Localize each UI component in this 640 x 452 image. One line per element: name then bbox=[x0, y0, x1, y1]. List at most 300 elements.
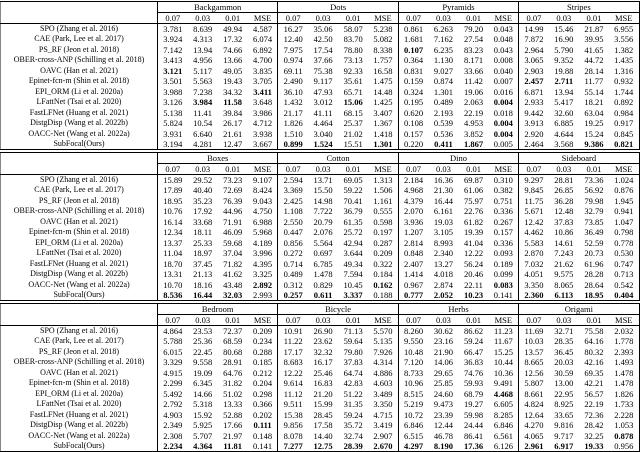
metric-value: 32.32 bbox=[313, 346, 333, 357]
metric-value: 0.967 bbox=[398, 280, 428, 291]
metric-value: 80.32 bbox=[584, 346, 604, 357]
metric-value: 0.555 bbox=[373, 206, 393, 216]
metric-value: 28.39 bbox=[343, 441, 363, 451]
metric-header: 0.01 bbox=[579, 164, 609, 175]
metric-value: 31.35 bbox=[343, 399, 363, 409]
metric-value: 13.94 bbox=[554, 86, 574, 97]
metric-value: 2.425 bbox=[278, 196, 308, 207]
metric-value: 2.920 bbox=[519, 129, 549, 140]
metric-value: 0.267 bbox=[493, 216, 513, 227]
metric-value: 75.97 bbox=[463, 195, 484, 206]
metric-value: 0.209 bbox=[373, 248, 393, 258]
metric-value: 15.06 bbox=[343, 97, 363, 107]
metric-value: 0.197 bbox=[373, 227, 393, 237]
metric-value: 19.27 bbox=[463, 399, 484, 409]
metric-value: 2.711 bbox=[554, 76, 574, 86]
metric-value: 26.85 bbox=[554, 185, 574, 195]
metric-value: 18.11 bbox=[193, 227, 213, 237]
dataset-title: Origami bbox=[519, 304, 639, 315]
metric-value: 8.925 bbox=[554, 399, 574, 409]
metric-value: 40.40 bbox=[193, 185, 213, 195]
method-name: Epinet-fcn-m (Shin et al. 2018) bbox=[1, 227, 158, 238]
metric-value: 4.953 bbox=[463, 118, 484, 128]
metric-value: 2.490 bbox=[278, 76, 308, 87]
dataset-title: Dots bbox=[278, 2, 398, 13]
metric-value: 0.043 bbox=[493, 44, 513, 55]
metric-value: 3.835 bbox=[253, 65, 273, 76]
metric-value: 8.260 bbox=[398, 326, 428, 337]
method-name: Epinet-fcn-m (Shin et al. 2018) bbox=[1, 76, 158, 87]
metric-value: 10.44 bbox=[493, 357, 513, 367]
metric-value: 2.340 bbox=[433, 248, 453, 258]
dataset-title: Sideboard bbox=[519, 153, 639, 164]
metric-value: 28.14 bbox=[584, 65, 604, 76]
metric-value: 0.272 bbox=[278, 248, 308, 259]
metric-value: 14.99 bbox=[519, 24, 549, 35]
method-name: EPI_ORM (Li et al. 2020a) bbox=[1, 87, 158, 98]
metric-value: 9.442 bbox=[519, 108, 549, 119]
metric-value: 6.892 bbox=[253, 44, 273, 55]
metric-header: MSE bbox=[368, 315, 398, 326]
table-row bbox=[1, 290, 640, 301]
metric-value: 0.162 bbox=[373, 279, 393, 290]
metric-value: 0.148 bbox=[253, 430, 273, 441]
metric-value: 16.44 bbox=[193, 290, 213, 300]
metric-value: 13.31 bbox=[158, 269, 188, 280]
dataset-title: Bedroom bbox=[158, 304, 278, 315]
metric-value: 33.65 bbox=[554, 409, 574, 420]
metric-value: 35.72 bbox=[343, 420, 363, 430]
metric-value: 51.02 bbox=[223, 388, 243, 399]
metric-value: 36.45 bbox=[554, 346, 574, 357]
metric-header: MSE bbox=[609, 13, 639, 24]
metric-value: 6.561 bbox=[493, 430, 513, 441]
method-name: OACC-Net (Wang et al. 2022a) bbox=[1, 431, 158, 442]
metric-value: 35.61 bbox=[343, 76, 363, 86]
metric-value: 25.33 bbox=[193, 237, 213, 248]
metric-value: 0.287 bbox=[373, 237, 393, 248]
metric-value: 6.235 bbox=[433, 44, 453, 55]
metric-value: 73.13 bbox=[343, 55, 363, 65]
metric-value: 17.32 bbox=[223, 34, 243, 44]
metric-value: 3.413 bbox=[158, 55, 188, 66]
metric-value: 0.411 bbox=[434, 139, 453, 149]
dataset-title: Backgammon bbox=[158, 2, 278, 13]
metric-value: 5.238 bbox=[373, 23, 393, 34]
metric-value: 0.536 bbox=[433, 128, 453, 139]
metric-value: 26.17 bbox=[223, 118, 243, 128]
metric-value: 66.47 bbox=[463, 346, 484, 357]
metric-value: 2.070 bbox=[398, 206, 428, 217]
metric-value: 11.77 bbox=[584, 76, 604, 86]
method-name: PS_RF (Jeon et al. 2018) bbox=[1, 347, 158, 358]
metric-value: 1.478 bbox=[614, 378, 634, 388]
metric-value: 21.17 bbox=[278, 108, 308, 119]
metric-value: 22.45 bbox=[193, 346, 213, 357]
metric-value: 20.79 bbox=[313, 216, 333, 227]
metric-value: 6.113 bbox=[554, 290, 574, 300]
metric-value: 0.941 bbox=[614, 206, 634, 216]
metric-value: 4.468 bbox=[493, 388, 513, 399]
table-row bbox=[1, 55, 640, 66]
metric-value: 5.117 bbox=[193, 65, 213, 76]
metric-value: 1.382 bbox=[614, 44, 634, 55]
metric-value: 64.74 bbox=[343, 367, 363, 378]
metric-value: 9.845 bbox=[519, 185, 549, 196]
metric-value: 1.478 bbox=[614, 367, 634, 378]
metric-value: 0.212 bbox=[253, 367, 273, 378]
metric-value: 15.46 bbox=[554, 23, 574, 34]
metric-value: 6.885 bbox=[554, 118, 574, 128]
metric-value: 23.16 bbox=[433, 336, 453, 346]
metric-value: 13.00 bbox=[554, 378, 574, 388]
dataset-title: Stripes bbox=[519, 2, 639, 13]
metric-value: 10.76 bbox=[158, 206, 188, 217]
metric-header: 0.03 bbox=[549, 13, 579, 24]
metric-header: 0.01 bbox=[579, 13, 609, 24]
metric-value: 12.47 bbox=[223, 139, 243, 149]
metric-value: 32.79 bbox=[584, 206, 604, 216]
dataset-title: Boxes bbox=[158, 153, 278, 164]
metric-value: 4.824 bbox=[519, 399, 549, 410]
metric-value: 0.005 bbox=[493, 139, 513, 149]
metric-value: 24.60 bbox=[433, 388, 453, 399]
metric-value: 7.238 bbox=[193, 86, 213, 97]
metric-value: 3.556 bbox=[614, 34, 634, 44]
metric-value: 25.72 bbox=[343, 227, 363, 237]
method-name: FastLFNet (Huang et al. 2021) bbox=[1, 108, 158, 119]
metric-value: 0.530 bbox=[614, 248, 634, 258]
metric-value: 0.611 bbox=[313, 290, 333, 300]
metric-value: 11.23 bbox=[493, 325, 513, 336]
metric-value: 25.37 bbox=[343, 118, 363, 128]
metric-value: 39.95 bbox=[584, 34, 604, 44]
metric-value: 0.714 bbox=[278, 259, 308, 270]
metric-value: 33.68 bbox=[193, 216, 213, 227]
metric-value: 2.874 bbox=[433, 279, 453, 290]
metric-value: 3.350 bbox=[519, 280, 549, 291]
metric-value: 21.87 bbox=[584, 23, 604, 34]
metric-value: 1.414 bbox=[398, 269, 428, 280]
metric-header: MSE bbox=[248, 164, 278, 175]
metric-value: 4.886 bbox=[373, 367, 393, 378]
metric-value: 13.94 bbox=[193, 44, 213, 55]
metric-value: 14.61 bbox=[554, 237, 574, 248]
metric-header: 0.07 bbox=[278, 164, 308, 175]
metric-value: 9.107 bbox=[253, 174, 273, 185]
metric-value: 12.56 bbox=[519, 368, 549, 379]
metric-value: 61.96 bbox=[584, 258, 604, 269]
metric-value: 1.510 bbox=[278, 129, 308, 140]
metric-value: 0.598 bbox=[373, 216, 393, 227]
metric-value: 35.06 bbox=[313, 23, 333, 34]
metric-value: 2.961 bbox=[519, 441, 549, 452]
method-name: FastLFNet (Huang et al. 2021) bbox=[1, 410, 158, 421]
metric-value: 79.98 bbox=[584, 195, 604, 206]
metric-value: 0.845 bbox=[614, 128, 634, 139]
metric-value: 9.117 bbox=[313, 76, 333, 86]
metric-value: 1.313 bbox=[373, 174, 393, 185]
metric-value: 1.130 bbox=[433, 55, 453, 65]
metric-value: 56.57 bbox=[584, 388, 604, 399]
metric-value: 19.09 bbox=[193, 367, 213, 378]
metric-value: 6.515 bbox=[398, 431, 428, 442]
metric-value: 1.024 bbox=[614, 174, 634, 185]
metric-value: 83.70 bbox=[343, 34, 363, 44]
metric-value: 9.027 bbox=[433, 65, 453, 76]
metric-value: 4.700 bbox=[253, 55, 273, 65]
method-name: OBER-cross-ANP (Schilling et al. 2018) bbox=[1, 357, 158, 368]
metric-value: 12.75 bbox=[313, 441, 333, 451]
metric-value: 8.190 bbox=[433, 441, 453, 451]
metric-value: 0.874 bbox=[433, 76, 453, 86]
metric-value: 0.747 bbox=[614, 258, 634, 269]
metric-value: 0.159 bbox=[398, 76, 428, 87]
metric-value: 5.570 bbox=[373, 325, 393, 336]
metric-value: 36.10 bbox=[278, 87, 308, 98]
metric-value: 59.24 bbox=[343, 409, 363, 420]
metric-value: 61.06 bbox=[463, 185, 484, 195]
metric-value: 0.984 bbox=[614, 107, 634, 118]
metric-value: 5.417 bbox=[554, 97, 574, 107]
methods-header-blank bbox=[1, 164, 158, 175]
metric-value: 42.50 bbox=[313, 34, 333, 44]
metric-value: 5.707 bbox=[193, 430, 213, 441]
metric-value: 37.83 bbox=[343, 357, 363, 367]
metric-header: 0.07 bbox=[278, 315, 308, 326]
metric-value: 5.135 bbox=[373, 336, 393, 346]
metric-value: 12.48 bbox=[554, 206, 574, 216]
metric-value: 3.350 bbox=[373, 399, 393, 409]
metric-value: 12.64 bbox=[519, 410, 549, 421]
metric-value: 4.018 bbox=[433, 269, 453, 279]
metric-header: 0.03 bbox=[188, 164, 218, 175]
metric-value: 13.66 bbox=[223, 55, 243, 65]
metric-value: 68.79 bbox=[463, 388, 484, 399]
metric-value: 8.661 bbox=[519, 389, 549, 400]
metric-value: 0.829 bbox=[313, 279, 333, 290]
method-name: OAVC (Han et al. 2021) bbox=[1, 217, 158, 228]
metric-header: MSE bbox=[248, 13, 278, 24]
table-row bbox=[1, 431, 640, 442]
metric-header: 0.01 bbox=[338, 13, 368, 24]
metric-value: 56.24 bbox=[463, 258, 484, 269]
method-name: SPO (Zhang et al. 2016) bbox=[1, 24, 158, 35]
metric-header: 0.01 bbox=[338, 315, 368, 326]
metric-value: 18.21 bbox=[584, 97, 604, 107]
metric-value: 20.73 bbox=[584, 248, 604, 258]
metric-value: 0.542 bbox=[614, 279, 634, 290]
metric-value: 10.36 bbox=[493, 367, 513, 378]
metric-value: 3.337 bbox=[343, 290, 363, 300]
metric-value: 21.02 bbox=[343, 128, 363, 139]
metric-value: 1.425 bbox=[373, 97, 393, 107]
metric-value: 5.564 bbox=[313, 237, 333, 248]
metric-value: 0.195 bbox=[398, 97, 428, 108]
method-name: LFattNet (Tsai et al. 2020) bbox=[1, 248, 158, 259]
metric-value: 9.856 bbox=[278, 420, 308, 431]
dataset-title: Bicycle bbox=[278, 304, 398, 315]
metric-value: 42.21 bbox=[584, 378, 604, 388]
metric-value: 0.917 bbox=[614, 118, 634, 128]
metric-value: 30.62 bbox=[433, 325, 453, 336]
metric-value: 61.35 bbox=[343, 216, 363, 227]
metric-header: 0.07 bbox=[278, 13, 308, 24]
metric-value: 14.98 bbox=[313, 195, 333, 206]
metric-value: 23.39 bbox=[433, 409, 453, 420]
metric-header: MSE bbox=[368, 13, 398, 24]
methods-header-blank bbox=[1, 13, 158, 24]
metric-value: 5.790 bbox=[554, 44, 574, 55]
metric-value: 7.722 bbox=[313, 206, 333, 216]
metric-value: 0.108 bbox=[398, 118, 428, 129]
metric-value: 4.603 bbox=[373, 378, 393, 388]
metric-value: 5.318 bbox=[193, 399, 213, 409]
metric-value: 2.032 bbox=[614, 325, 634, 336]
method-name: DistgDisp (Wang et al. 2022b) bbox=[1, 269, 158, 280]
metric-value: 0.364 bbox=[398, 55, 428, 66]
metric-value: 0.892 bbox=[614, 97, 634, 107]
method-name: LFattNet (Tsai et al. 2020) bbox=[1, 399, 158, 410]
metric-value: 1.867 bbox=[463, 139, 484, 149]
metric-value: 3.419 bbox=[373, 420, 393, 430]
metric-value: 7.032 bbox=[519, 259, 549, 270]
table-row bbox=[1, 87, 640, 98]
metric-value: 32.74 bbox=[343, 430, 363, 441]
metric-value: 17.36 bbox=[463, 441, 484, 451]
metric-value: 5.925 bbox=[193, 420, 213, 430]
metric-value: 69.11 bbox=[278, 66, 308, 77]
metric-value: 72.37 bbox=[223, 325, 243, 336]
metric-value: 17.89 bbox=[158, 185, 188, 196]
metric-value: 10.48 bbox=[398, 347, 428, 358]
dataset-name-row bbox=[1, 304, 640, 315]
metric-value: 75.58 bbox=[584, 325, 604, 336]
metric-value: 6.871 bbox=[519, 87, 549, 98]
metric-value: 36.28 bbox=[554, 195, 574, 206]
metric-value: 0.310 bbox=[493, 174, 513, 185]
metric-value: 11.41 bbox=[193, 107, 213, 118]
metric-value: 28.64 bbox=[584, 279, 604, 290]
metric-header: 0.01 bbox=[218, 315, 248, 326]
metric-value: 18.97 bbox=[193, 248, 213, 258]
metric-value: 9.297 bbox=[519, 175, 549, 186]
method-name: EPI_ORM (Li et al. 2020a) bbox=[1, 238, 158, 249]
method-name: LFattNet (Tsai et al. 2020) bbox=[1, 97, 158, 108]
metric-value: 2.360 bbox=[519, 290, 549, 301]
metric-value: 16.44 bbox=[433, 195, 453, 206]
metric-value: 0.043 bbox=[493, 23, 513, 34]
metric-value: 2.993 bbox=[253, 290, 273, 300]
metric-value: 73.36 bbox=[584, 174, 604, 185]
metric-value: 0.932 bbox=[614, 76, 634, 86]
metric-value: 10.54 bbox=[193, 118, 213, 128]
metric-value: 0.861 bbox=[398, 24, 428, 35]
metric-value: 4.750 bbox=[253, 206, 273, 216]
metric-value: 2.594 bbox=[278, 175, 308, 186]
metric-value: 28.45 bbox=[313, 409, 333, 420]
table-row bbox=[1, 441, 640, 452]
metric-value: 5.492 bbox=[158, 389, 188, 400]
metric-value: 2.349 bbox=[158, 420, 188, 431]
metric-value: 3.411 bbox=[253, 86, 272, 97]
metric-value: 2.457 bbox=[519, 76, 549, 87]
metric-value: 0.141 bbox=[493, 290, 513, 300]
metric-value: 76.39 bbox=[223, 195, 243, 206]
table-row bbox=[1, 326, 640, 337]
metric-value: 6.785 bbox=[313, 258, 333, 269]
metric-value: 2.792 bbox=[158, 399, 188, 410]
metric-value: 3.065 bbox=[519, 55, 549, 66]
metric-value: 15.24 bbox=[584, 128, 604, 139]
metric-value: 70.41 bbox=[343, 195, 363, 206]
metric-value: 71.82 bbox=[223, 258, 243, 269]
metric-value: 0.878 bbox=[614, 430, 634, 441]
metric-value: 2.464 bbox=[519, 139, 549, 150]
metric-value: 7.975 bbox=[278, 45, 308, 56]
metric-value: 8.285 bbox=[493, 409, 513, 420]
results-block-2 bbox=[0, 152, 640, 301]
metric-value: 3.012 bbox=[313, 97, 333, 107]
metric-value: 2.964 bbox=[519, 45, 549, 56]
metric-value: 0.489 bbox=[433, 97, 453, 107]
metric-header: MSE bbox=[609, 164, 639, 175]
metric-value: 21.61 bbox=[223, 128, 243, 139]
metric-value: 15.25 bbox=[493, 346, 513, 357]
metric-value: 49.05 bbox=[223, 65, 243, 76]
metric-value: 7.594 bbox=[343, 269, 363, 279]
metric-value: 64.76 bbox=[223, 367, 243, 378]
table-row bbox=[1, 399, 640, 410]
metric-value: 0.447 bbox=[278, 227, 308, 238]
method-name: SubFocal(Ours) bbox=[1, 290, 158, 301]
metric-value: 52.88 bbox=[223, 409, 243, 420]
table-row bbox=[1, 217, 640, 228]
metric-value: 28.28 bbox=[584, 269, 604, 279]
metric-value: 1.207 bbox=[398, 227, 428, 238]
table-row bbox=[1, 196, 640, 207]
metric-value: 3.648 bbox=[253, 97, 273, 107]
metric-value: 32.71 bbox=[554, 325, 574, 336]
metric-value: 0.093 bbox=[493, 248, 513, 258]
metric-value: 3.126 bbox=[158, 97, 188, 108]
metric-value: 1.161 bbox=[373, 195, 393, 206]
metric-value: 14.48 bbox=[373, 86, 393, 97]
metric-value: 10.45 bbox=[343, 279, 363, 290]
metric-value: 12.40 bbox=[278, 34, 308, 45]
metric-value: 6.015 bbox=[158, 347, 188, 358]
metric-value: 63.04 bbox=[584, 107, 604, 118]
metric-value: 9.511 bbox=[278, 399, 308, 410]
metric-value: 72.69 bbox=[223, 185, 243, 195]
metric-value: 2.063 bbox=[463, 97, 484, 107]
metric-value: 36.49 bbox=[584, 227, 604, 237]
table-row bbox=[1, 175, 640, 186]
table-row bbox=[1, 357, 640, 368]
metric-value: 0.107 bbox=[398, 45, 428, 56]
table-row bbox=[1, 139, 640, 150]
metric-value: 28.42 bbox=[584, 420, 604, 430]
method-name: OAVC (Han et al. 2021) bbox=[1, 368, 158, 379]
metric-header-row bbox=[1, 315, 640, 326]
metric-value: 1.826 bbox=[278, 118, 308, 129]
metric-value: 6.345 bbox=[193, 378, 213, 388]
metric-value: 3.667 bbox=[253, 139, 273, 149]
metric-value: 43.48 bbox=[223, 279, 243, 290]
metric-value: 10.86 bbox=[554, 227, 574, 237]
metric-value: 0.288 bbox=[253, 346, 273, 357]
metric-value: 32.03 bbox=[223, 290, 243, 300]
